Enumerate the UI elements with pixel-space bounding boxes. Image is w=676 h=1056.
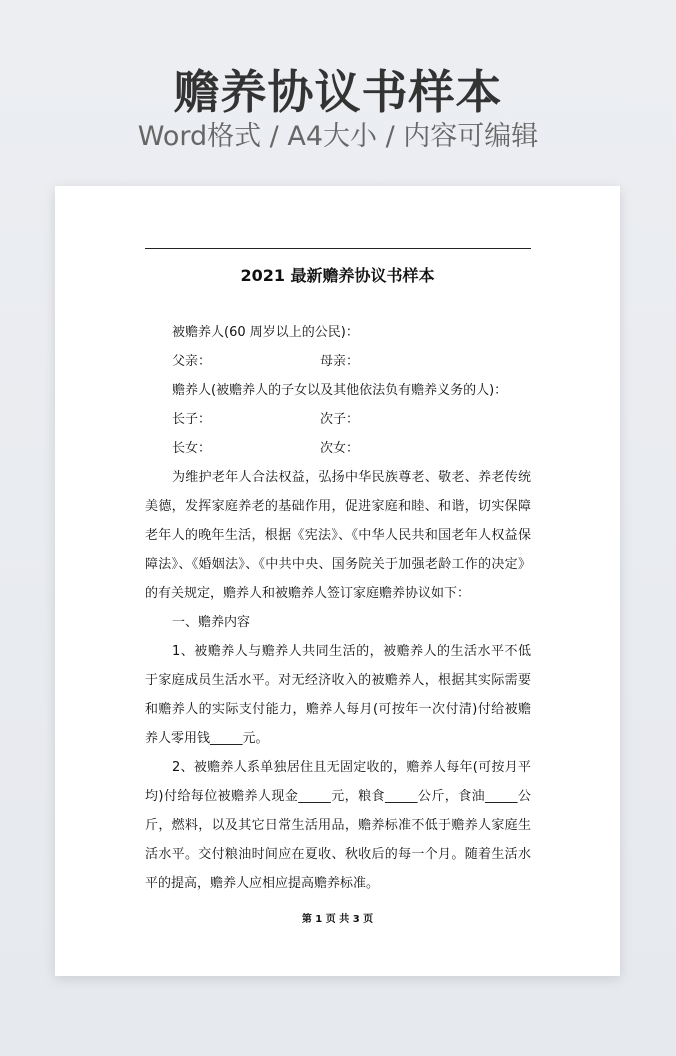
clause-2-paragraph: 2、被赡养人系单独居住且无固定收的，赡养人每年(可按月平均)付给每位被赡养人现金_____元，粮食_____公斤，食油_____公斤，燃料，以及其它日常生活用品，赡养标准不低于赡养人家庭生活水平。交付粮油时间应在夏收、秋收后的每一个月。随着生活水平的提高，赡养人应相应提高赡养标准。	[145, 760, 531, 891]
daughters-line	[145, 434, 531, 463]
document-page	[55, 186, 620, 976]
document-title: 2021 最新赡养协议书样本	[240, 266, 435, 285]
eldest-daughter-label: 长女：	[172, 441, 212, 456]
supported-party-line: 被赡养人(60 周岁以上的公民)：	[172, 325, 359, 340]
hero-subtitle: Word格式 / A4大小 / 内容可编辑	[137, 121, 539, 152]
supporting-party-line: 赡养人(被赡养人的子女以及其他依法负有赡养义务的人)：	[172, 383, 508, 398]
page-number-footer: 第 1 页 共 3 页	[301, 914, 374, 925]
mother-label: 母亲：	[320, 354, 360, 369]
document-body	[145, 318, 531, 898]
father-label: 父亲：	[172, 354, 212, 369]
section-1-heading: 一、赡养内容	[172, 615, 251, 630]
preamble-paragraph: 为维护老年人合法权益，弘扬中华民族尊老、敬老、养老传统美德，发挥家庭养老的基础作用，促进家庭和睦、和谐，切实保障老年人的晚年生活，根据《宪法》、《中华人民共和国老年人权益保障法》、《婚姻法》、《中共中央、国务院关于加强老龄工作的决定》的有关规定，赡养人和被赡养人签订家庭赡养协议如下：	[145, 470, 531, 601]
second-daughter-label: 次女：	[320, 441, 360, 456]
hero-title: 赡养协议书样本	[173, 65, 503, 119]
sons-line	[145, 405, 531, 434]
second-son-label: 次子：	[320, 412, 360, 427]
parents-line	[145, 347, 531, 376]
eldest-son-label: 长子：	[172, 412, 212, 427]
clause-1-paragraph: 1、被赡养人与赡养人共同生活的，被赡养人的生活水平不低于家庭成员生活水平。对无经济收入的被赡养人，根据其实际需要和赡养人的实际支付能力，赡养人每月(可按年一次付清)付给被赡养人零用钱_____元。	[145, 644, 531, 746]
header-rule	[145, 248, 531, 249]
